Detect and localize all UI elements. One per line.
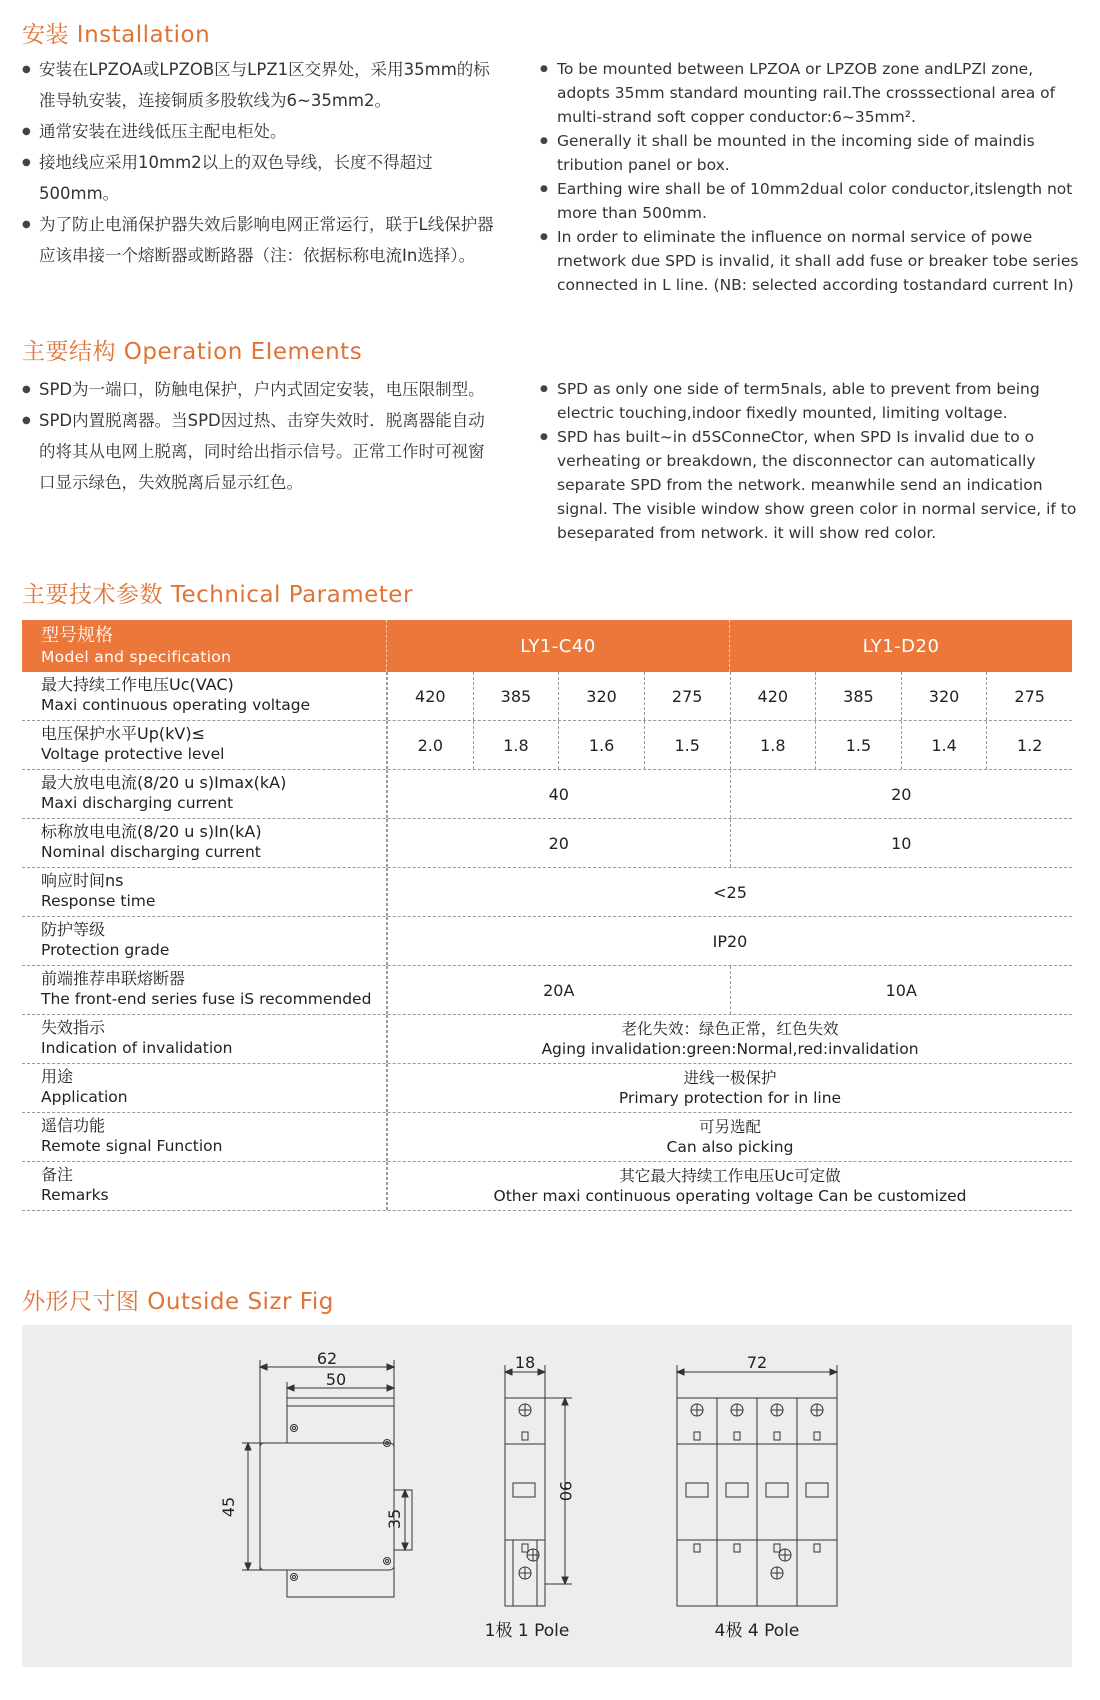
installation-zh-item: ● 为了防止电涌保护器失效后影响电网正常运行，联于L线保护器应该串接一个熔断器或断路器（注：依据标称电流In选择）。 xyxy=(22,209,500,271)
dim-label-35: 35 xyxy=(385,1508,404,1530)
table-cell: 320 xyxy=(901,672,987,720)
row-label-zh: 响应时间ns xyxy=(41,871,124,890)
row-label-zh: 电压保护水平Up(kV)≤ xyxy=(41,724,205,743)
row-label xyxy=(22,1064,387,1112)
caption-four-pole: 4极 4 Pole xyxy=(714,1621,800,1641)
table-cell: 1.5 xyxy=(644,721,730,769)
table-row xyxy=(22,1015,1072,1064)
row-label-zh: 最大持续工作电压Uc(VAC) xyxy=(41,675,234,694)
row-label-en: Voltage protective level xyxy=(41,745,225,763)
table-header xyxy=(22,620,1072,672)
installation-zh-item: ● 接地线应采用10mm2以上的双色导线，长度不得超过500mm。 xyxy=(22,147,500,209)
row-label-en: Maxi continuous operating voltage xyxy=(41,696,311,714)
table-cell: 320 xyxy=(558,672,644,720)
table-cell: 2.0 xyxy=(387,721,473,769)
table-cell: 420 xyxy=(730,672,816,720)
table-cell: 420 xyxy=(387,672,473,720)
header-label xyxy=(22,620,387,672)
table-row xyxy=(22,819,1072,868)
row-label xyxy=(22,868,387,916)
table-row xyxy=(22,1064,1072,1113)
table-row xyxy=(22,917,1072,966)
table-cell: <25 xyxy=(387,868,1072,916)
caption-one-pole: 1极 1 Pole xyxy=(484,1621,570,1641)
cell-line-en: Other maxi continuous operating voltage Can be customized xyxy=(493,1187,967,1205)
row-label xyxy=(22,966,387,1014)
installation-en-item: ● Earthing wire shall be of 10mm2dual color conductor,itslength not more than 500mm. xyxy=(540,177,1080,225)
table-cell: 20 xyxy=(387,819,730,867)
table-cell: 385 xyxy=(815,672,901,720)
installation-en-list xyxy=(540,57,1080,297)
row-label-en: The front-end series fuse iS recommended xyxy=(41,990,372,1008)
cell-line-en: Can also picking xyxy=(666,1138,794,1156)
dim-label-45: 45 xyxy=(219,1496,238,1518)
row-label-en: Nominal discharging current xyxy=(41,843,261,861)
dim-label-72: 72 xyxy=(746,1353,768,1372)
row-label-en: Application xyxy=(41,1088,128,1106)
table-cell: 20A xyxy=(387,966,730,1014)
operation-zh-list xyxy=(22,374,500,498)
table-row xyxy=(22,770,1072,819)
row-label-zh: 失效指示 xyxy=(41,1018,106,1037)
header-model-d20: LY1-D20 xyxy=(729,620,1072,672)
row-label xyxy=(22,819,387,867)
table-cell: IP20 xyxy=(387,917,1072,965)
dimension-figure xyxy=(22,1325,1072,1667)
row-label-en: Remarks xyxy=(41,1186,109,1204)
operation-en-item: ● SPD as only one side of term5nals, able to prevent from being electric touching,indoor fixedly mounted, limiting voltage. xyxy=(540,377,1080,425)
four-pole-drawing xyxy=(677,1365,837,1606)
table-cell: 1.8 xyxy=(473,721,559,769)
header-label-zh: 型号规格 xyxy=(41,625,113,646)
table-cell xyxy=(387,1113,1072,1161)
operation-title: 主要结构 Operation EIements xyxy=(22,339,363,365)
row-label-en: Response time xyxy=(41,892,156,910)
side-view-drawing xyxy=(242,1360,412,1597)
row-label-zh: 用途 xyxy=(41,1067,74,1086)
cell-line-zh: 老化失效：绿色正常，红色失效 xyxy=(621,1020,839,1038)
table-cell: 275 xyxy=(644,672,730,720)
operation-zh-item: ● SPD内置脱离器。当SPD因过热、击穿失效时．脱离器能自动的将其从电网上脱离，同时给出指示信号。正常工作时可视窗口显示绿色，失效脱离后显示红色。 xyxy=(22,405,500,498)
parameter-table xyxy=(22,620,1072,1211)
table-cell: 385 xyxy=(473,672,559,720)
row-label xyxy=(22,672,387,720)
table-row xyxy=(22,966,1072,1015)
installation-en-item: ● Generally it shall be mounted in the incoming side of maindis tribution panel or box. xyxy=(540,129,1080,177)
installation-en-item: ● To be mounted between LPZOA or LPZOB zone andLPZl zone, adopts 35mm standard mounting raiI.The crosssectional area of multi-strand soft copper conductor:6~35mm². xyxy=(540,57,1080,129)
table-row xyxy=(22,1162,1072,1211)
installation-zh-list xyxy=(22,54,500,271)
row-label-en: Protection grade xyxy=(41,941,170,959)
row-label-zh: 最大放电电流(8/20 u s)Imax(kA) xyxy=(41,773,287,792)
row-label-zh: 标称放电电流(8/20 u s)In(kA) xyxy=(41,822,262,841)
table-cell xyxy=(387,1064,1072,1112)
table-row xyxy=(22,868,1072,917)
cell-line-en: Aging invalidation:green:Normal,red:invalidation xyxy=(541,1040,919,1058)
row-label-zh: 遥信功能 xyxy=(41,1116,106,1135)
row-label xyxy=(22,1015,387,1063)
table-row xyxy=(22,672,1072,721)
table-cell: 1.2 xyxy=(986,721,1072,769)
table-row xyxy=(22,1113,1072,1162)
installation-title: 安装 Installation xyxy=(22,22,211,48)
installation-en-item: ● In order to eliminate the influence on normal service of powe rnetwork due SPD is invalid, it shall add fuse or breaker tobe series connected in L line. (NB: selected according tostandard current In) xyxy=(540,225,1080,297)
table-cell: 20 xyxy=(730,770,1073,818)
row-label xyxy=(22,1113,387,1161)
dim-label-18: 18 xyxy=(514,1353,536,1372)
installation-zh-item: ● 通常安装在进线低压主配电柜处。 xyxy=(22,116,500,147)
table-cell: 1.5 xyxy=(815,721,901,769)
cell-line-en: Primary protection for in line xyxy=(618,1089,842,1107)
operation-zh-item: ● SPD为一端口，防触电保护，户内式固定安装，电压限制型。 xyxy=(22,374,500,405)
row-label xyxy=(22,770,387,818)
operation-en-item: ● SPD has built~in d5SConneCtor, when SPD Is invalid due to o verheating or breakdown, the disconnector can automatically separate SPD from the network. meanwhile send an indication signal. The visible window show green color in normal service, if to beseparated from network. it will show red color. xyxy=(540,425,1080,545)
table-cell xyxy=(387,1015,1072,1063)
table-cell: 40 xyxy=(387,770,730,818)
row-label-en: Remote signal Function xyxy=(41,1137,223,1155)
dim-label-50: 50 xyxy=(325,1370,347,1389)
table-cell: 1.6 xyxy=(558,721,644,769)
row-label xyxy=(22,917,387,965)
header-model-c40: LY1-C40 xyxy=(520,635,596,657)
operation-en-list xyxy=(540,377,1080,545)
row-label-en: Indication of invalidation xyxy=(41,1039,233,1057)
dim-label-62: 62 xyxy=(316,1349,338,1368)
table-cell: 10A xyxy=(730,966,1073,1014)
table-cell xyxy=(387,1162,1072,1210)
table-cell: 1.4 xyxy=(901,721,987,769)
row-label-zh: 备注 xyxy=(41,1165,74,1184)
dim-label-90: 90 xyxy=(556,1480,575,1502)
row-label-zh: 防护等级 xyxy=(41,920,106,939)
row-label-zh: 前端推荐串联熔断器 xyxy=(41,969,186,988)
table-cell: 1.8 xyxy=(730,721,816,769)
cell-line-zh: 其它最大持续工作电压Uc可定做 xyxy=(619,1167,841,1185)
row-label xyxy=(22,1162,387,1210)
dimension-drawings xyxy=(22,1325,1072,1667)
table-cell: 275 xyxy=(986,672,1072,720)
installation-zh-item: ● 安装在LPZOA或LPZOB区与LPZ1区交界处，采用35mm的标准导轨安装，连接铜质多股软线为6~35mm2。 xyxy=(22,54,500,116)
cell-line-zh: 进线一极保护 xyxy=(683,1069,777,1087)
technical-title: 主要技术参数 Technical Parameter xyxy=(22,582,413,608)
row-label xyxy=(22,721,387,769)
table-row xyxy=(22,721,1072,770)
header-label-en: Model and specification xyxy=(41,648,232,666)
row-label-en: Maxi discharging current xyxy=(41,794,234,812)
table-cell: 10 xyxy=(730,819,1073,867)
outside-title: 外形尺寸图 Outside Sizr Fig xyxy=(22,1289,334,1315)
cell-line-zh: 可另选配 xyxy=(698,1118,761,1136)
